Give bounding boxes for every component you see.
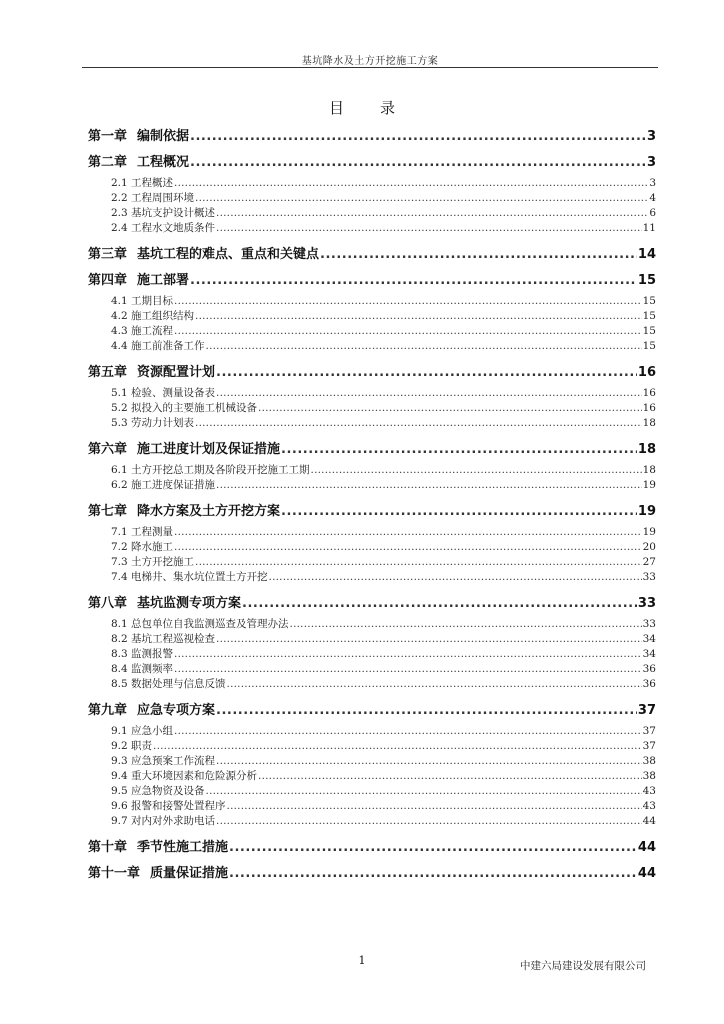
toc-chapter-entry[interactable] (88, 835, 656, 861)
toc-page-number: 37 (637, 703, 656, 718)
toc-section-entry[interactable] (88, 647, 656, 662)
toc-chapter-number: 第九章 (88, 703, 128, 718)
toc-page-number: 38 (642, 770, 656, 782)
toc-page-number: 15 (642, 295, 656, 307)
toc-entry-title: 资源配置计划 (137, 365, 216, 380)
toc-section-entry[interactable] (88, 309, 656, 324)
toc-entry-title: 6.1 土方开挖总工期及各阶段开挖施工工期 (111, 464, 310, 476)
toc-page-number: 11 (642, 222, 656, 234)
toc-entry-title: 基坑工程的难点、重点和关键点 (137, 247, 320, 262)
toc-entry-title: 5.3 劳动力计划表 (111, 417, 195, 429)
toc-dot-leader (216, 698, 637, 724)
toc-dot-leader (269, 570, 642, 585)
toc-dot-leader (206, 784, 642, 799)
toc-section-entry[interactable] (88, 555, 656, 570)
toc-dot-leader (174, 662, 642, 677)
toc-entry-title: 9.4 重大环境因素和危险源分析 (111, 770, 258, 782)
toc-page-number: 36 (642, 678, 656, 690)
toc-entry-title: 8.2 基坑工程巡视检查 (111, 633, 216, 645)
footer-company: 中建六局建设发展有限公司 (520, 960, 646, 972)
toc-section-entry[interactable] (88, 339, 656, 354)
toc-page-number: 27 (642, 556, 656, 568)
toc-dot-leader (229, 835, 637, 861)
toc-chapter-number: 第六章 (88, 442, 128, 457)
toc-chapter-entry[interactable] (88, 698, 656, 724)
toc-dot-leader (206, 339, 642, 354)
toc-entry-title: 应急专项方案 (137, 703, 216, 718)
toc-entry-title: 4.3 施工流程 (111, 325, 174, 337)
toc-page-number: 14 (637, 247, 656, 262)
toc-dot-leader (216, 814, 642, 829)
toc-section-entry[interactable] (88, 784, 656, 799)
toc-dot-leader (174, 324, 642, 339)
toc-page-number: 33 (642, 618, 656, 630)
toc-entry-title: 8.1 总包单位自我监测巡查及管理办法 (111, 618, 289, 630)
toc-section-entry[interactable] (88, 540, 656, 555)
toc-page-number: 19 (642, 526, 656, 538)
toc-entry-title: 4.4 施工前准备工作 (111, 340, 205, 352)
toc-section-entry[interactable] (88, 662, 656, 677)
toc-chapter-entry[interactable] (88, 150, 656, 176)
toc-section-entry[interactable] (88, 176, 656, 191)
toc-dot-leader (227, 799, 642, 814)
toc-entry-title: 8.4 监测频率 (111, 663, 174, 675)
toc-section-entry[interactable] (88, 386, 656, 401)
toc-entry-title: 编制依据 (137, 129, 190, 144)
toc-title-char-2: 录 (380, 99, 396, 117)
toc-entry-title: 4.1 工期目标 (111, 295, 174, 307)
toc-section-entry[interactable] (88, 324, 656, 339)
toc-entry-title: 季节性施工措施 (137, 840, 229, 855)
toc-entry-title: 9.5 应急物资及设备 (111, 785, 205, 797)
toc-dot-leader (258, 401, 642, 416)
toc-dot-leader (174, 540, 642, 555)
toc-dot-leader (311, 463, 642, 478)
toc-entry-title: 9.7 对内对外求助电话 (111, 815, 216, 827)
toc-dot-leader (174, 647, 642, 662)
toc-page-number: 44 (637, 840, 656, 855)
toc-dot-leader (216, 754, 642, 769)
toc-section-entry[interactable] (88, 478, 656, 493)
table-of-contents (88, 124, 656, 887)
toc-chapter-entry[interactable] (88, 861, 656, 887)
toc-section-entry[interactable] (88, 570, 656, 585)
toc-chapter-entry[interactable] (88, 437, 656, 463)
toc-entry-title: 2.1 工程概述 (111, 177, 174, 189)
toc-section-entry[interactable] (88, 221, 656, 236)
toc-chapter-entry[interactable] (88, 360, 656, 386)
toc-section-entry[interactable] (88, 463, 656, 478)
toc-page-number: 3 (646, 155, 656, 170)
toc-entry-title: 施工进度计划及保证措施 (137, 442, 281, 457)
toc-section-entry[interactable] (88, 191, 656, 206)
toc-page-number: 15 (637, 273, 656, 288)
toc-section-entry[interactable] (88, 724, 656, 739)
page-number: 1 (358, 954, 366, 967)
toc-page-number: 18 (642, 417, 656, 429)
toc-entry-title: 2.3 基坑支护设计概述 (111, 207, 216, 219)
toc-entry-title: 工程概况 (137, 155, 190, 170)
toc-section-entry[interactable] (88, 416, 656, 431)
toc-entry-title: 9.6 报警和接警处置程序 (111, 800, 226, 812)
toc-entry-title: 基坑监测专项方案 (137, 596, 242, 611)
toc-dot-leader (190, 268, 637, 294)
toc-section-entry[interactable] (88, 677, 656, 692)
toc-dot-leader (320, 242, 637, 268)
toc-page-number: 36 (642, 663, 656, 675)
toc-chapter-entry[interactable] (88, 124, 656, 150)
toc-dot-leader (153, 739, 642, 754)
toc-chapter-entry[interactable] (88, 242, 656, 268)
toc-chapter-number: 第七章 (88, 504, 128, 519)
toc-page-number: 4 (649, 192, 656, 204)
toc-dot-leader (216, 632, 642, 647)
toc-dot-leader (195, 416, 642, 431)
toc-page-number: 43 (642, 800, 656, 812)
toc-chapter-number: 第一章 (88, 129, 128, 144)
toc-entry-title: 施工部署 (137, 273, 190, 288)
toc-entry-title: 8.3 监测报警 (111, 648, 174, 660)
toc-page-number: 3 (649, 177, 656, 189)
toc-dot-leader (195, 555, 642, 570)
toc-dot-leader (290, 617, 642, 632)
toc-entry-title: 9.3 应急预案工作流程 (111, 755, 216, 767)
toc-page-number: 16 (637, 365, 656, 380)
toc-section-entry[interactable] (88, 799, 656, 814)
toc-section-entry[interactable] (88, 294, 656, 309)
toc-dot-leader (227, 677, 642, 692)
running-header: 基坑降水及土方开挖施工方案 (301, 56, 439, 67)
toc-page-number: 43 (642, 785, 656, 797)
toc-section-entry[interactable] (88, 739, 656, 754)
toc-dot-leader (216, 360, 637, 386)
toc-entry-title: 7.1 工程测量 (111, 526, 174, 538)
toc-chapter-number: 第五章 (88, 365, 128, 380)
toc-entry-title: 9.2 职责 (111, 740, 153, 752)
toc-entry-title: 5.2 拟投入的主要施工机械设备 (111, 402, 258, 414)
toc-section-entry[interactable] (88, 769, 656, 784)
toc-page-number: 34 (642, 648, 656, 660)
toc-chapter-number: 第二章 (88, 155, 128, 170)
toc-chapter-entry[interactable] (88, 499, 656, 525)
toc-entry-title: 9.1 应急小组 (111, 725, 174, 737)
toc-page-number: 15 (642, 310, 656, 322)
toc-page-number: 33 (637, 596, 656, 611)
toc-entry-title: 4.2 施工组织结构 (111, 310, 195, 322)
toc-page-number: 44 (642, 815, 656, 827)
toc-dot-leader (216, 478, 642, 493)
toc-dot-leader (190, 124, 646, 150)
toc-chapter-entry[interactable] (88, 591, 656, 617)
toc-page-number: 19 (642, 479, 656, 491)
toc-entry-title: 8.5 数据处理与信息反馈 (111, 678, 226, 690)
toc-page-number: 15 (642, 325, 656, 337)
toc-section-entry[interactable] (88, 814, 656, 829)
toc-dot-leader (195, 191, 648, 206)
toc-dot-leader (190, 150, 646, 176)
toc-dot-leader (281, 437, 637, 463)
toc-dot-leader (216, 206, 648, 221)
toc-entry-title: 6.2 施工进度保证措施 (111, 479, 216, 491)
toc-title-char-1: 目 (328, 99, 344, 117)
toc-section-entry[interactable] (88, 754, 656, 769)
toc-entry-title: 2.2 工程周围环境 (111, 192, 195, 204)
toc-page-number: 6 (649, 207, 656, 219)
toc-page-number: 19 (637, 504, 656, 519)
toc-chapter-number: 第四章 (88, 273, 128, 288)
toc-page-number: 18 (642, 464, 656, 476)
toc-page-number: 15 (642, 340, 656, 352)
toc-entry-title: 5.1 检验、测量设备表 (111, 387, 216, 399)
toc-section-entry[interactable] (88, 206, 656, 221)
toc-entry-title: 质量保证措施 (150, 866, 229, 881)
toc-section-entry[interactable] (88, 617, 656, 632)
toc-dot-leader (195, 309, 642, 324)
toc-entry-title: 7.4 电梯井、集水坑位置土方开挖 (111, 571, 268, 583)
toc-entry-title: 7.3 土方开挖施工 (111, 556, 195, 568)
toc-dot-leader (216, 386, 642, 401)
toc-page-number: 34 (642, 633, 656, 645)
toc-chapter-number: 第十一章 (88, 866, 141, 881)
toc-entry-title: 降水方案及土方开挖方案 (137, 504, 281, 519)
toc-chapter-number: 第八章 (88, 596, 128, 611)
toc-title (0, 97, 724, 118)
toc-page-number: 16 (642, 387, 656, 399)
toc-dot-leader (242, 591, 637, 617)
toc-dot-leader (174, 724, 642, 739)
toc-page-number: 38 (642, 755, 656, 767)
toc-page-number: 37 (642, 725, 656, 737)
toc-dot-leader (258, 769, 642, 784)
toc-entry-title: 7.2 降水施工 (111, 541, 174, 553)
toc-chapter-entry[interactable] (88, 268, 656, 294)
toc-page-number: 33 (642, 571, 656, 583)
toc-dot-leader (174, 294, 642, 309)
toc-section-entry[interactable] (88, 401, 656, 416)
toc-section-entry[interactable] (88, 525, 656, 540)
toc-dot-leader (281, 499, 637, 525)
toc-dot-leader (229, 861, 637, 887)
toc-chapter-number: 第十章 (88, 840, 128, 855)
toc-dot-leader (174, 525, 642, 540)
toc-page-number: 37 (642, 740, 656, 752)
toc-page-number: 18 (637, 442, 656, 457)
toc-page-number: 3 (646, 129, 656, 144)
toc-dot-leader (174, 176, 648, 191)
toc-chapter-number: 第三章 (88, 247, 128, 262)
toc-dot-leader (216, 221, 642, 236)
toc-page-number: 20 (642, 541, 656, 553)
toc-section-entry[interactable] (88, 632, 656, 647)
toc-page-number: 16 (642, 402, 656, 414)
header-rule (82, 67, 658, 68)
toc-page-number: 44 (637, 866, 656, 881)
toc-entry-title: 2.4 工程水文地质条件 (111, 222, 216, 234)
